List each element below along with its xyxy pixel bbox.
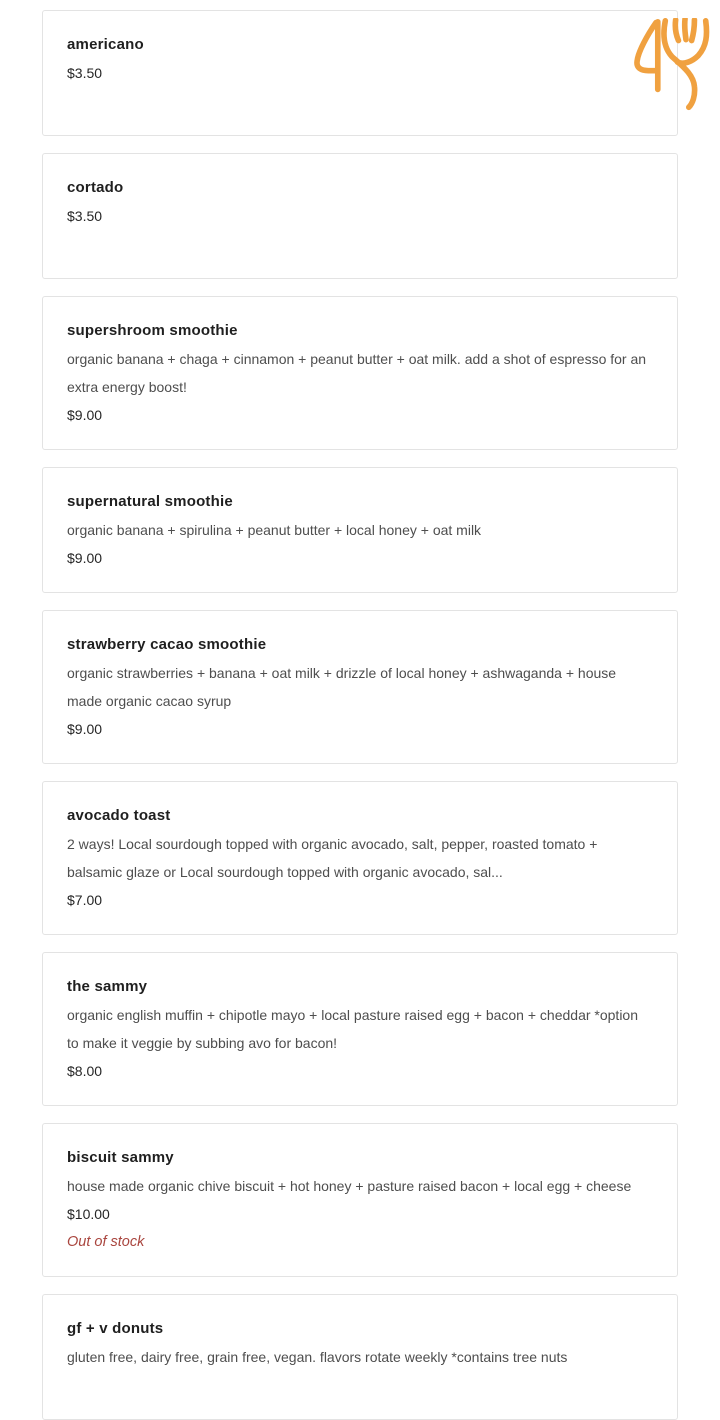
menu-item-name: biscuit sammy <box>67 1149 174 1166</box>
menu-item-price: $10.00 <box>67 1206 110 1222</box>
menu-item-price: $8.00 <box>67 1063 103 1079</box>
menu-item-description: organic english muffin + chipotle mayo + local pasture raised egg + bacon + cheddar *option to make it veggie by subbing avo for bacon! <box>67 1007 638 1051</box>
menu-item-description: organic strawberries + banana + oat milk + drizzle of local honey + ashwaganda + house made organic cacao syrup <box>67 665 617 709</box>
menu-item-name: americano <box>67 36 144 53</box>
menu-item-name: avocado toast <box>67 807 171 824</box>
menu-item-price: $3.50 <box>67 208 103 224</box>
menu-item-card[interactable] <box>42 952 678 1106</box>
menu-item-description: 2 ways! Local sourdough topped with organic avocado, salt, pepper, roasted tomato + balsamic glaze or Local sourdough topped with organic avocado, sal... <box>67 836 598 880</box>
menu-item-card[interactable] <box>42 153 678 279</box>
menu-item-name: strawberry cacao smoothie <box>67 636 267 653</box>
menu-item-description: gluten free, dairy free, grain free, vegan. flavors rotate weekly *contains tree nuts <box>67 1349 568 1365</box>
menu-item-name: gf + v donuts <box>67 1320 164 1337</box>
menu-item-name: cortado <box>67 179 124 196</box>
menu-item-card[interactable] <box>42 781 678 935</box>
menu-item-card[interactable] <box>42 296 678 450</box>
menu-item-price: $3.50 <box>67 65 103 81</box>
menu-item-card[interactable] <box>42 10 678 136</box>
menu-item-name: the sammy <box>67 978 148 995</box>
menu-item-card[interactable] <box>42 1123 678 1277</box>
menu-item-card[interactable] <box>42 1294 678 1420</box>
menu-item-name: supernatural smoothie <box>67 493 233 510</box>
menu-item-name: supershroom smoothie <box>67 322 238 339</box>
menu-item-description: organic banana + spirulina + peanut butter + local honey + oat milk <box>67 522 482 538</box>
menu-item-price: $9.00 <box>67 550 103 566</box>
menu-item-description: organic banana + chaga + cinnamon + peanut butter + oat milk. add a shot of espresso for an extra energy boost! <box>67 351 647 395</box>
menu-item-description: house made organic chive biscuit + hot honey + pasture raised bacon + local egg + cheese <box>67 1178 632 1194</box>
menu-item-price: $9.00 <box>67 721 103 737</box>
menu-item-price: $7.00 <box>67 892 103 908</box>
menu-item-card[interactable] <box>42 610 678 764</box>
menu-list <box>42 10 678 1420</box>
menu-item-card[interactable] <box>42 467 678 593</box>
menu-item-price: $9.00 <box>67 407 103 423</box>
out-of-stock-label: Out of stock <box>67 1234 145 1250</box>
